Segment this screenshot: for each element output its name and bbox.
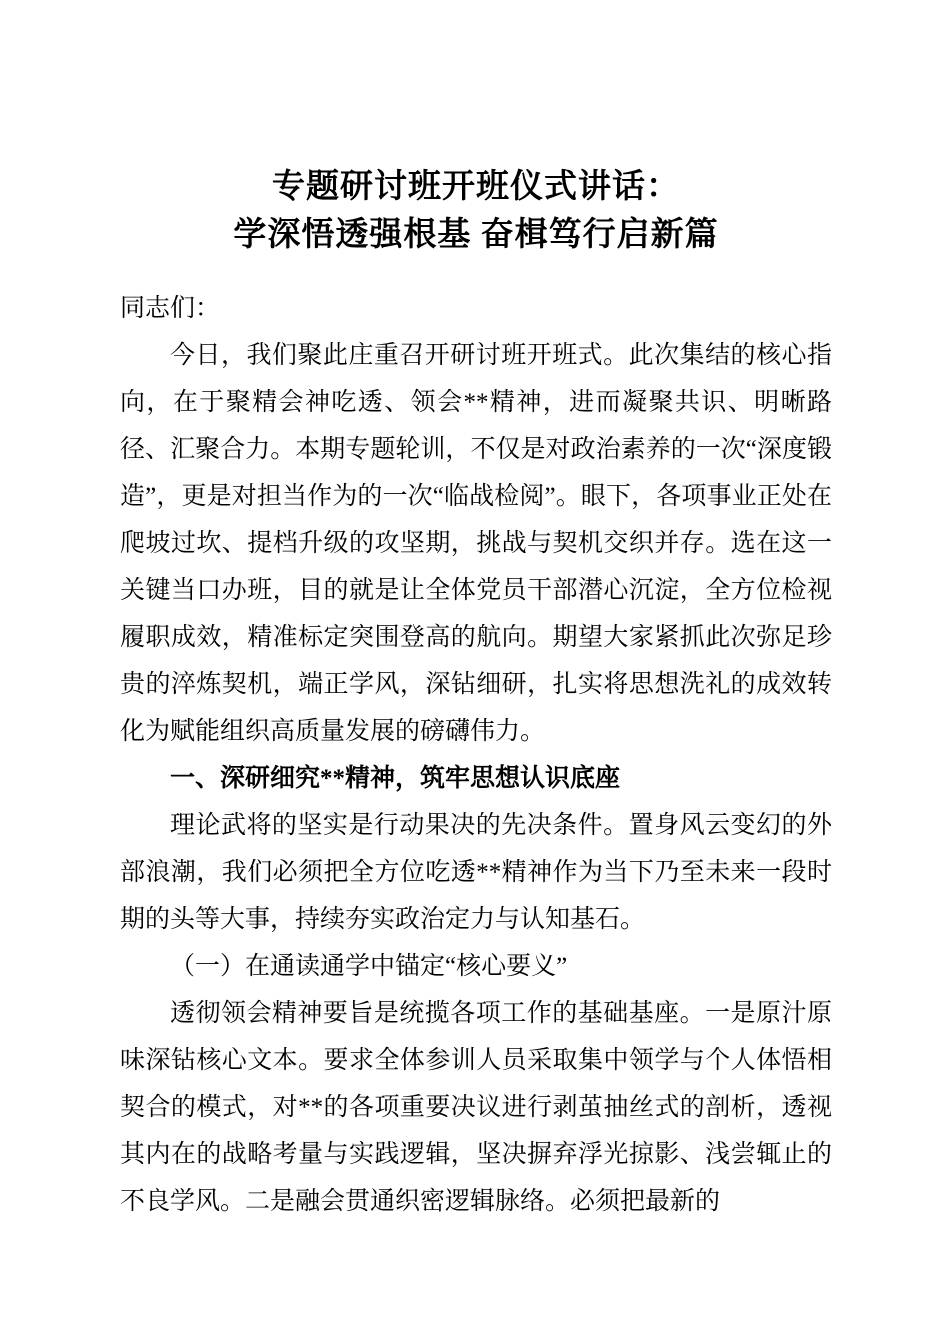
document-title <box>120 163 832 259</box>
salutation: 同志们： <box>120 295 221 322</box>
document-content <box>120 0 832 1225</box>
title-line-2: 学深悟透强根基 奋楫笃行启新篇 <box>233 217 719 253</box>
document-body <box>120 285 832 1225</box>
paragraph-section-1: 理论武将的坚实是行动果决的先决条件。置身风云变幻的外部浪潮，我们必须把全方位吃透**精神作为当下乃至未来一段时期的头等大事，持续夯实政治定力与认知基石。 <box>120 812 832 933</box>
section-heading-1: 一、深研细究**精神，筑牢思想认识底座 <box>170 765 621 792</box>
title-line-1: 专题研讨班开班仪式讲话： <box>272 169 680 205</box>
paragraph-intro: 今日，我们聚此庄重召开研讨班开班式。此次集结的核心指向，在于聚精会神吃透、领会**精神，进而凝聚共识、明晰路径、汇聚合力。本期专题轮训，不仅是对政治素养的一次“深度锻造”，更是对担当作为的一次“临战检阅”。眼下，各项事业正处在爬坡过坎、提档升级的攻坚期，挑战与契机交织并存。选在这一关键当口办班，目的就是让全体党员干部潜心沉淀，全方位检视履职成效，精准标定突围登高的航向。期望大家紧抓此次弥足珍贵的淬炼契机，端正学风，深钻细研，扎实将思想洗礼的成效转化为赋能组织高质量发展的磅礴伟力。 <box>120 342 832 745</box>
paragraph-subsection-1-1: 透彻领会精神要旨是统揽各项工作的基础基座。一是原汁原味深钻核心文本。要求全体参训人员采取集中领学与个人体悟相契合的模式，对**的各项重要决议进行剥茧抽丝式的剖析，透视其内在的战略考量与实践逻辑，坚决摒弃浮光掠影、浅尝辄止的不良学风。二是融会贯通织密逻辑脉络。必须把最新的 <box>120 1000 832 1215</box>
subsection-heading-1-1: （一）在通读通学中锚定“核心要义” <box>170 953 568 980</box>
